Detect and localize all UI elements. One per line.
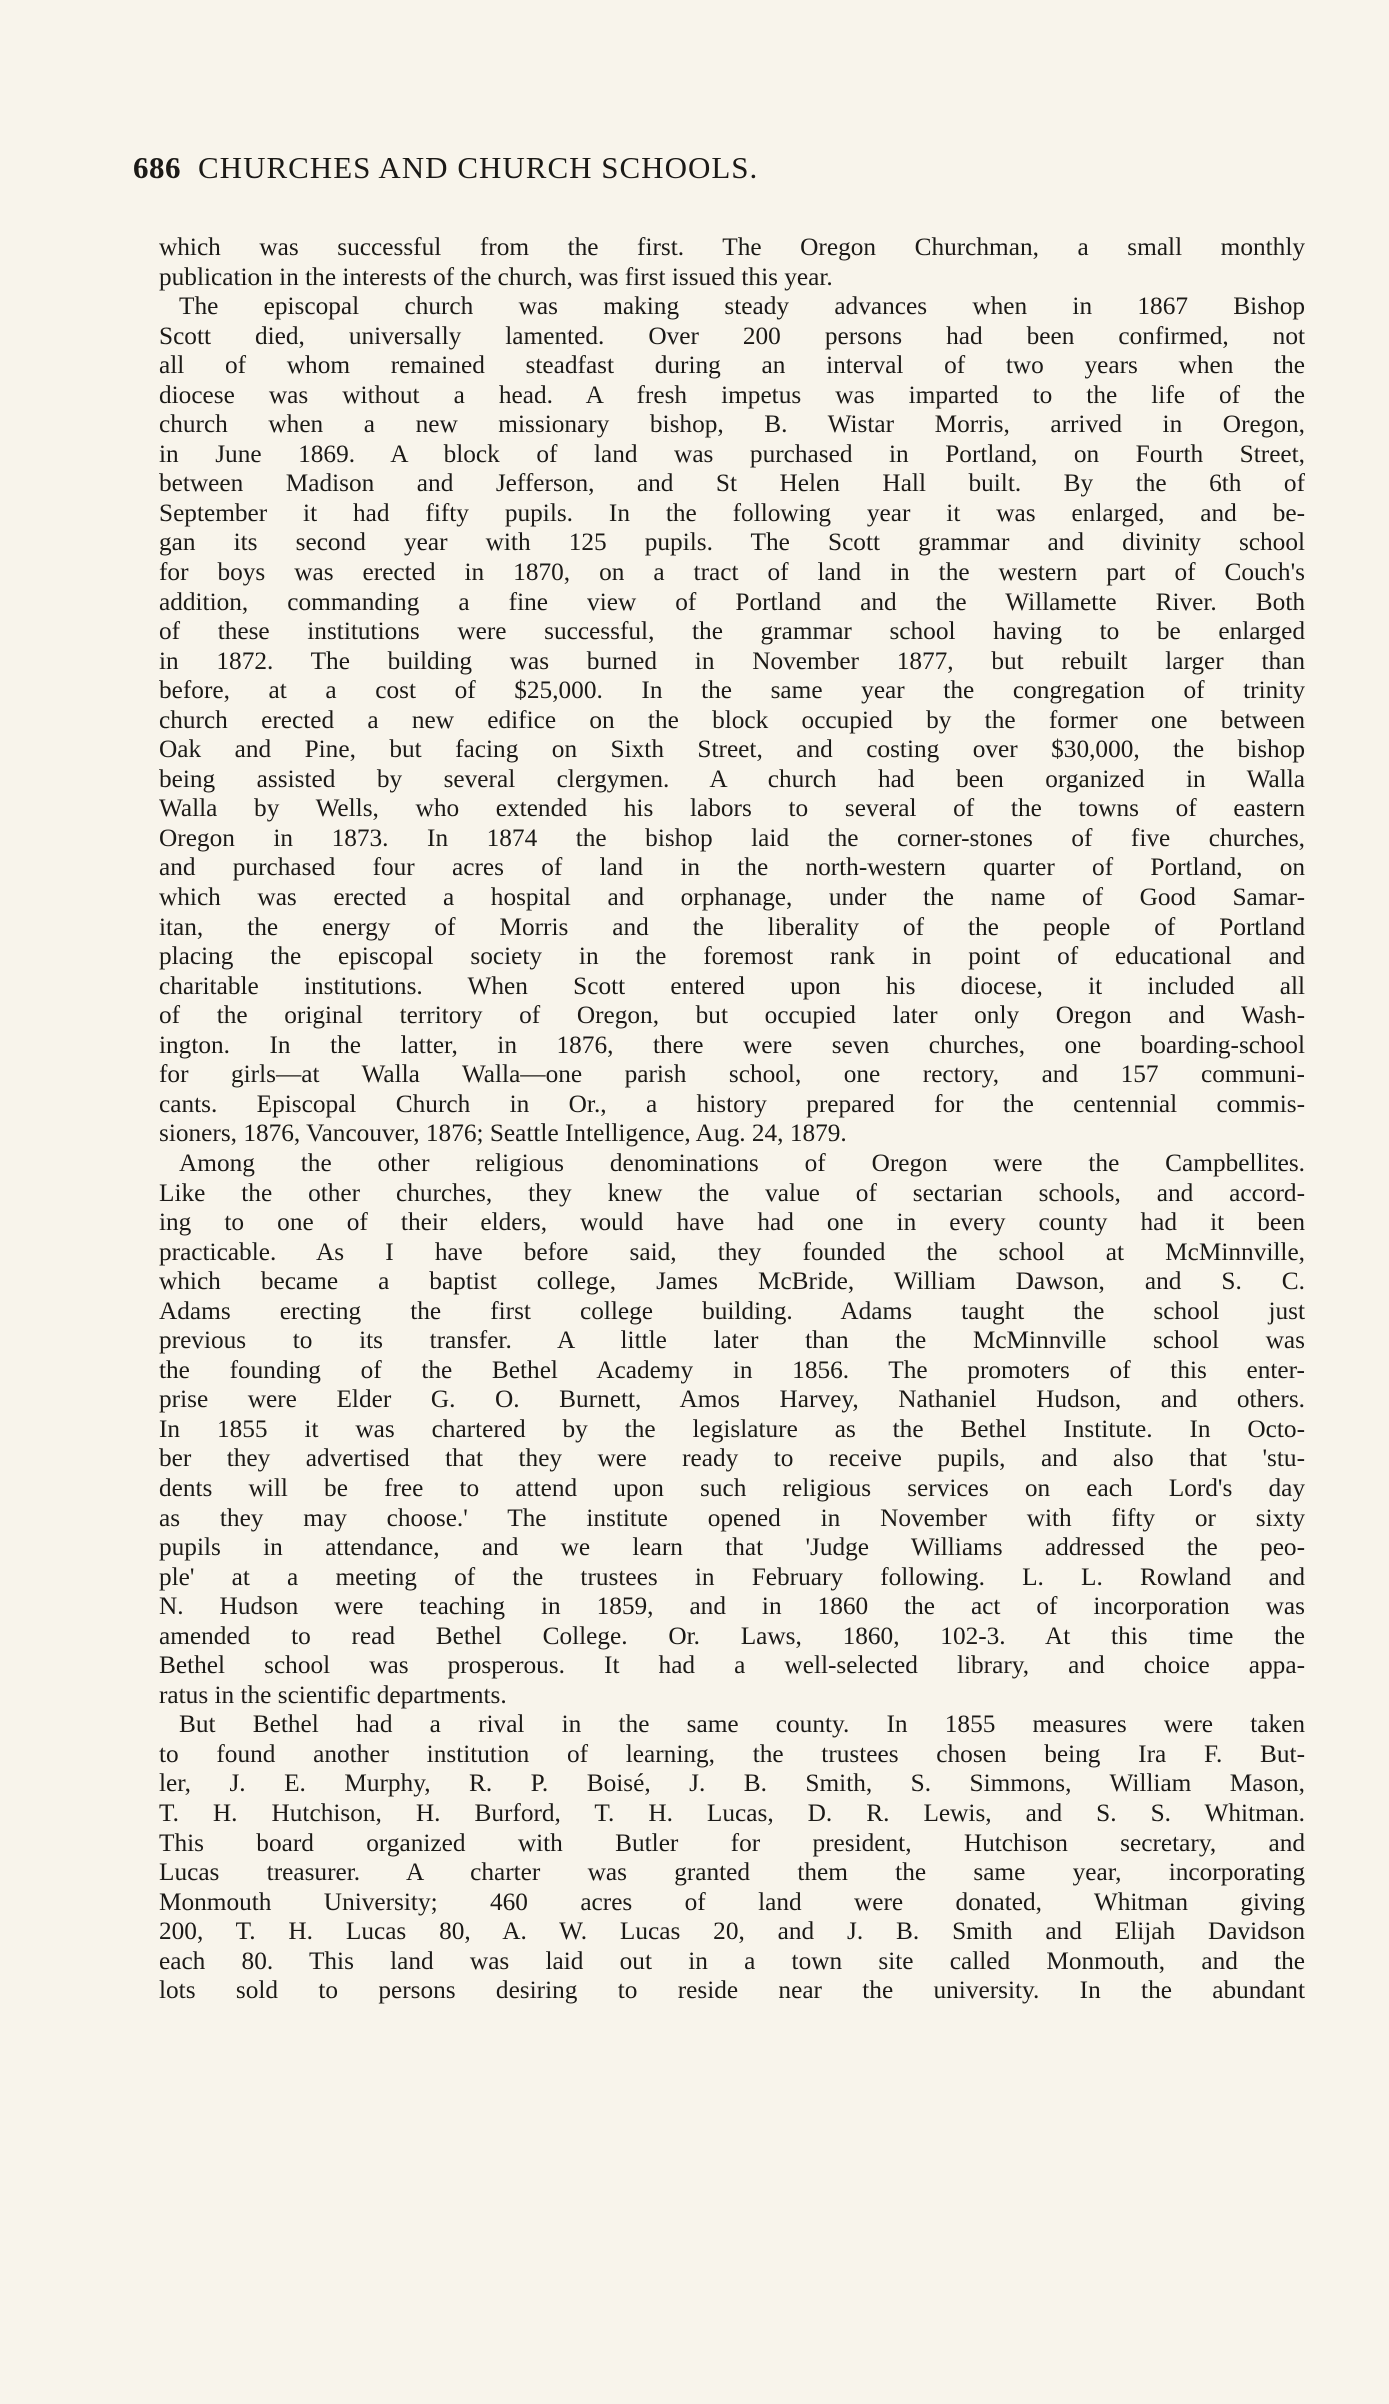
text-line: Lucas treasurer. A charter was granted them the same year, incorporating	[159, 1858, 1305, 1887]
text-line: ber they advertised that they were ready to receive pupils, and also that 'stu-	[159, 1444, 1305, 1473]
text-line: ratus in the scientific departments.	[159, 1680, 507, 1709]
running-head: CHURCHES AND CHURCH SCHOOLS.	[198, 150, 759, 185]
text-line: before, at a cost of $25,000. In the same year the congregation of trinity	[159, 676, 1305, 705]
text-line: previous to its transfer. A little later than the McMinnville school was	[159, 1326, 1305, 1355]
text-line: in 1872. The building was burned in November 1877, but rebuilt larger than	[159, 646, 1305, 675]
text-line: T. H. Hutchison, H. Burford, T. H. Lucas, D. R. Lewis, and S. S. Whitman.	[159, 1798, 1305, 1827]
text-line: placing the episcopal society in the foremost rank in point of educational and	[159, 942, 1305, 971]
text-line: diocese was without a head. A fresh impetus was imparted to the life of the	[159, 380, 1305, 409]
text-line: which was successful from the first. The Oregon Churchman, a small monthly	[159, 233, 1305, 261]
text-line: Monmouth University; 460 acres of land were donated, Whitman giving	[159, 1887, 1305, 1916]
text-line: N. Hudson were teaching in 1859, and in 1860 the act of incorporation was	[159, 1592, 1305, 1621]
text-line: Oak and Pine, but facing on Sixth Street, and costing over $30,000, the bishop	[159, 735, 1305, 764]
text-line: church erected a new edifice on the block occupied by the former one between	[159, 705, 1305, 734]
text-line: sioners, 1876, Vancouver, 1876; Seattle Intelligence, Aug. 24, 1879.	[159, 1119, 847, 1148]
text-line: amended to read Bethel College. Or. Laws, 1860, 102-3. At this time the	[159, 1621, 1305, 1650]
text-line: addition, commanding a fine view of Portland and the Willamette River. Both	[159, 587, 1305, 616]
text-line: Adams erecting the first college building. Adams taught the school just	[159, 1296, 1305, 1325]
text-line: In 1855 it was chartered by the legislature as the Bethel Institute. In Octo-	[159, 1414, 1305, 1443]
text-line: lots sold to persons desiring to reside near the university. In the abundant	[159, 1976, 1305, 2005]
text-line: Scott died, universally lamented. Over 200 persons had been confirmed, not	[159, 321, 1305, 350]
text-line: prise were Elder G. O. Burnett, Amos Harvey, Nathaniel Hudson, and others.	[159, 1385, 1305, 1414]
text-line: But Bethel had a rival in the same county. In 1855 measures were taken	[179, 1710, 1305, 1739]
page-number: 686	[133, 150, 181, 185]
text-line: cants. Episcopal Church in Or., a history prepared for the centennial commis-	[159, 1089, 1305, 1118]
text-line: This board organized with Butler for president, Hutchison secretary, and	[159, 1828, 1305, 1857]
text-line: The episcopal church was making steady advances when in 1867 Bishop	[179, 292, 1305, 321]
text-line: each 80. This land was laid out in a town site called Monmouth, and the	[159, 1946, 1305, 1975]
text-line: practicable. As I have before said, they founded the school at McMinnville,	[159, 1237, 1305, 1266]
text-line: Among the other religious denominations of Oregon were the Campbellites.	[179, 1148, 1305, 1177]
text-line: church when a new missionary bishop, B. Wistar Morris, arrived in Oregon,	[159, 410, 1305, 439]
text-line: for girls—at Walla Walla—one parish school, one rectory, and 157 communi-	[159, 1060, 1305, 1089]
text-line: Bethel school was prosperous. It had a well-selected library, and choice appa-	[159, 1651, 1305, 1680]
text-line: all of whom remained steadfast during an interval of two years when the	[159, 351, 1305, 380]
text-line: the founding of the Bethel Academy in 1856. The promoters of this enter-	[159, 1355, 1305, 1384]
text-line: as they may choose.' The institute opened in November with fifty or sixty	[159, 1503, 1305, 1532]
text-line: which became a baptist college, James McBride, William Dawson, and S. C.	[159, 1267, 1305, 1296]
text-line: ler, J. E. Murphy, R. P. Boisé, J. B. Smith, S. Simmons, William Mason,	[159, 1769, 1305, 1798]
text-line: of these institutions were successful, the grammar school having to be enlarged	[159, 617, 1305, 646]
page-header	[133, 150, 1303, 194]
text-line: of the original territory of Oregon, but occupied later only Oregon and Wash-	[159, 1001, 1305, 1030]
text-line: and purchased four acres of land in the north-western quarter of Portland, on	[159, 853, 1305, 882]
text-line: charitable institutions. When Scott entered upon his diocese, it included all	[159, 971, 1305, 1000]
text-line: between Madison and Jefferson, and St Helen Hall built. By the 6th of	[159, 469, 1305, 498]
text-line: gan its second year with 125 pupils. The Scott grammar and divinity school	[159, 528, 1305, 557]
text-line: Like the other churches, they knew the value of sectarian schools, and accord-	[159, 1178, 1305, 1207]
text-line: being assisted by several clergymen. A church had been organized in Walla	[159, 764, 1305, 793]
body-text	[159, 233, 1305, 2006]
text-line: publication in the interests of the church, was first issued this year.	[159, 262, 833, 291]
text-line: Walla by Wells, who extended his labors to several of the towns of eastern	[159, 794, 1305, 823]
text-line: ple' at a meeting of the trustees in February following. L. L. Rowland and	[159, 1562, 1305, 1591]
text-line: 200, T. H. Lucas 80, A. W. Lucas 20, and J. B. Smith and Elijah Davidson	[159, 1917, 1305, 1946]
text-line: to found another institution of learning, the trustees chosen being Ira F. But-	[159, 1739, 1305, 1768]
text-line: Oregon in 1873. In 1874 the bishop laid the corner-stones of five churches,	[159, 823, 1305, 852]
text-line: September it had fifty pupils. In the following year it was enlarged, and be-	[159, 498, 1305, 527]
text-line: dents will be free to attend upon such religious services on each Lord's day	[159, 1473, 1305, 1502]
text-line: itan, the energy of Morris and the liberality of the people of Portland	[159, 912, 1305, 941]
text-line: which was erected a hospital and orphanage, under the name of Good Samar-	[159, 883, 1305, 912]
text-line: ing to one of their elders, would have had one in every county had it been	[159, 1208, 1305, 1237]
text-line: for boys was erected in 1870, on a tract of land in the western part of Couch's	[159, 558, 1305, 587]
text-line: pupils in attendance, and we learn that 'Judge Williams addressed the peo-	[159, 1533, 1305, 1562]
text-line: in June 1869. A block of land was purchased in Portland, on Fourth Street,	[159, 439, 1305, 468]
text-line: ington. In the latter, in 1876, there were seven churches, one boarding-school	[159, 1030, 1305, 1059]
